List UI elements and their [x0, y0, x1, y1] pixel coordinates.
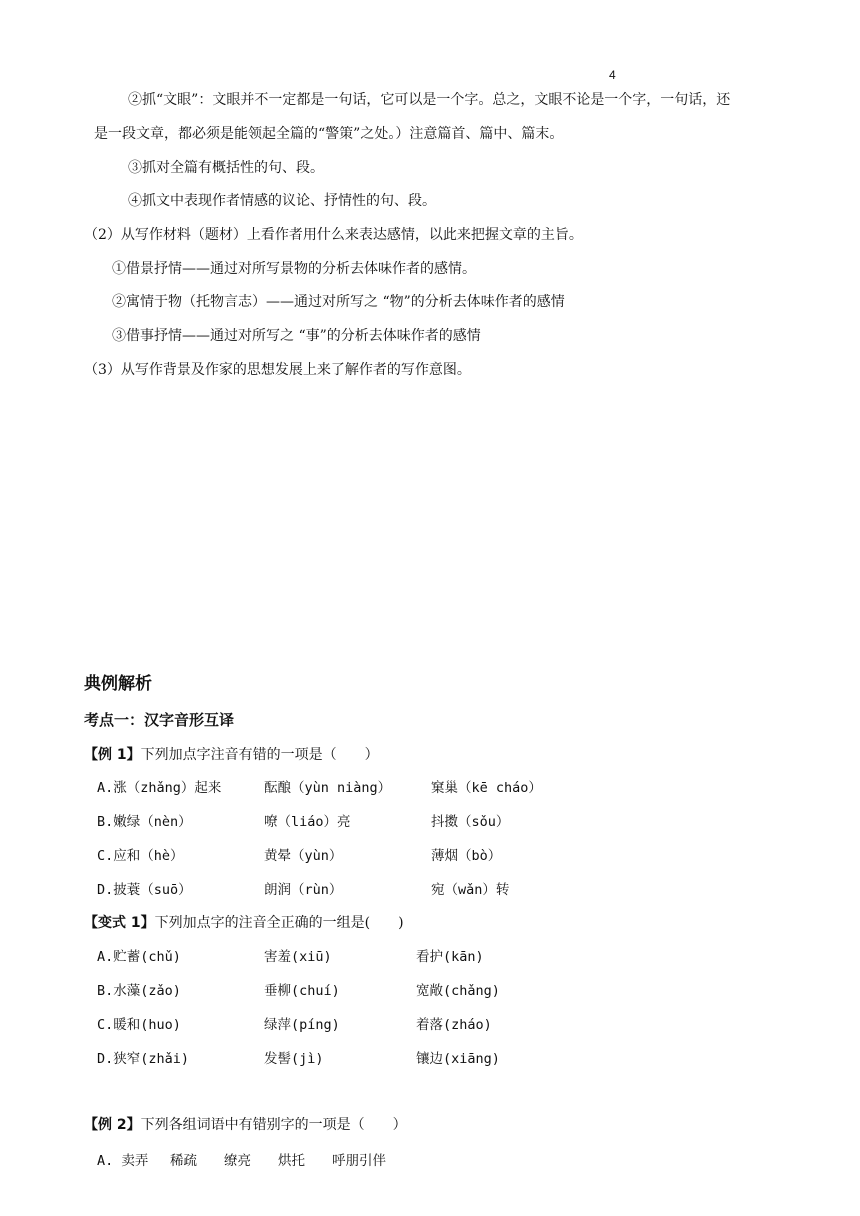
note-s3: （3）从写作背景及作家的思想发展上来了解作者的写作意图。	[84, 362, 471, 378]
note-p4: ④抓文中表现作者情感的议论、抒情性的句、段。	[128, 193, 436, 209]
note-s2: （2）从写作材料（题材）上看作者用什么来表达感情，以此来把握文章的主旨。	[84, 227, 583, 243]
example1-option-3-2: 宛（wǎn）转	[431, 882, 510, 898]
variant1-option-0-0: A.贮蓄(chǔ)	[97, 949, 181, 965]
variant1-option-3-0: D.狭窄(zhǎi)	[97, 1051, 190, 1067]
variant1-option-2-2: 着落(zháo)	[416, 1017, 492, 1033]
variant1-tag: 【变式 1】	[84, 915, 155, 931]
variant1-option-3-2: 镶边(xiāng)	[416, 1051, 500, 1067]
variant1-option-1-2: 宽敞(chǎng)	[416, 983, 500, 999]
example1-option-1-0: B.嫩绿（nèn）	[97, 814, 192, 830]
variant1-option-0-2: 看护(kān)	[416, 949, 484, 965]
example2-tag: 【例 2】	[84, 1117, 141, 1133]
example1-question	[84, 744, 379, 764]
page-number: 4	[609, 68, 616, 82]
variant1-option-1-1: 垂柳(chuí)	[264, 983, 340, 999]
variant1-option-2-1: 绿萍(píng)	[264, 1017, 340, 1033]
kaodian-title: 考点一：汉字音形互译	[84, 711, 235, 729]
example2-text: 下列各组词语中有错别字的一项是（ ）	[140, 1117, 407, 1133]
variant1-text: 下列加点字的注音全正确的一组是( )	[154, 915, 404, 931]
variant1-option-0-1: 害羞(xiū)	[264, 949, 332, 965]
note-s2-3: ③借事抒情——通过对所写之 “事”的分析去体味作者的感情	[112, 328, 481, 344]
example1-option-0-1: 酝酿（yùn niàng）	[264, 780, 392, 796]
note-s2-2: ②寓情于物（托物言志）——通过对所写之 “物”的分析去体味作者的感情	[112, 294, 565, 310]
note-p2-line2: 是一段文章，都必须是能领起全篇的“警策”之处。）注意篇首、篇中、篇末。	[94, 126, 564, 142]
example1-option-2-1: 黄晕（yùn）	[264, 848, 343, 864]
example1-option-1-1: 嘹（liáo）亮	[264, 814, 351, 830]
example2-option-a: A. 卖弄 稀疏 缭亮 烘托 呼朋引伴	[97, 1153, 387, 1169]
note-p3: ③抓对全篇有概括性的句、段。	[128, 160, 324, 176]
variant1-option-2-0: C.暖和(huo)	[97, 1017, 181, 1033]
example1-option-0-0: A.涨（zhǎng）起来	[97, 780, 222, 796]
variant1-option-3-1: 发髻(jì)	[264, 1051, 324, 1067]
example1-option-2-2: 薄烟（bò）	[431, 848, 502, 864]
example1-option-2-0: C.应和（hè）	[97, 848, 184, 864]
example1-tag: 【例 1】	[84, 747, 141, 763]
note-s2-1: ①借景抒情——通过对所写景物的分析去体味作者的感情。	[112, 261, 476, 277]
variant1-option-1-0: B.水藻(zǎo)	[97, 983, 181, 999]
example1-option-1-2: 抖擞（sǒu）	[431, 814, 510, 830]
example2-question	[84, 1114, 407, 1134]
note-p2-line1: ②抓“文眼”：文眼并不一定都是一句话，它可以是一个字。总之，文眼不论是一个字，一句话，还	[128, 92, 731, 108]
section-title: 典例解析	[84, 674, 152, 694]
example1-text: 下列加点字注音有错的一项是（ ）	[140, 747, 379, 763]
example1-option-0-2: 窠巢（kē cháo）	[431, 780, 542, 796]
example1-option-3-0: D.披蓑（suō）	[97, 882, 192, 898]
variant1-question	[84, 912, 404, 932]
example1-option-3-1: 朗润（rùn）	[264, 882, 343, 898]
